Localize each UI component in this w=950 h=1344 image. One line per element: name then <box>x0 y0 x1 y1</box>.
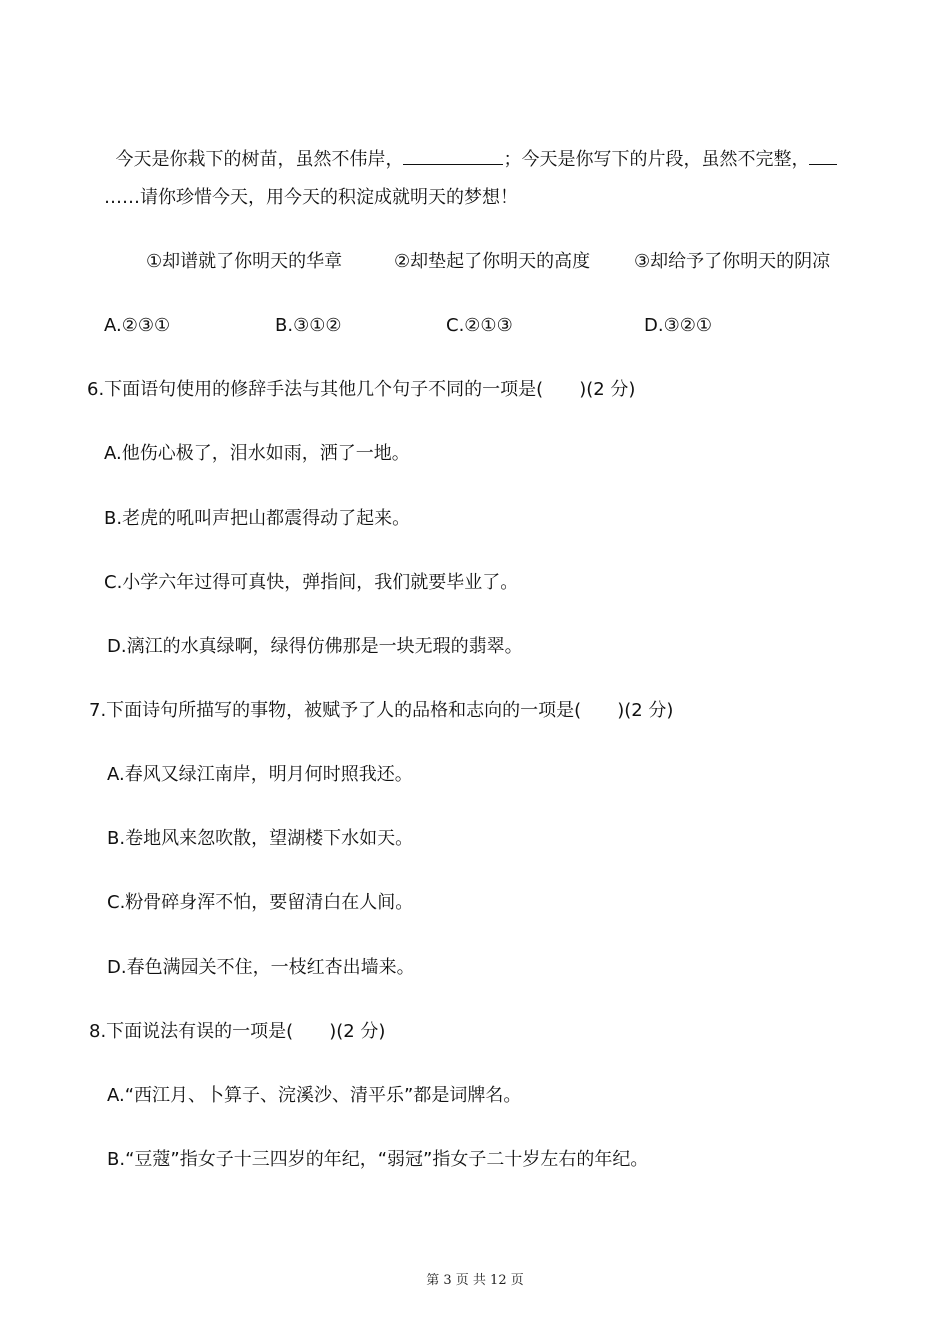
q6-option-d: D.漓江的水真绿啊，绿得仿佛那是一块无瑕的翡翠。 <box>107 636 523 657</box>
q7-option-c: C.粉骨碎身浑不怕，要留清白在人间。 <box>107 892 414 913</box>
q5-stem-line2: ……请你珍惜今天，用今天的积淀成就明天的梦想！ <box>104 187 518 208</box>
q5-blank-1 <box>403 146 503 165</box>
q5-option-b: B.③①② <box>275 315 342 336</box>
q7-option-a: A.春风又绿江南岸，明月何时照我还。 <box>107 764 413 785</box>
q5-candidate-1: ①却谱就了你明天的华章 <box>146 251 343 272</box>
q5-option-c: C.②①③ <box>446 315 513 336</box>
q6-stem: 6.下面语句使用的修辞手法与其他几个句子不同的一项是( )(2 分) <box>87 379 636 400</box>
q7-option-d: D.春色满园关不住，一枝红杏出墙来。 <box>107 957 415 978</box>
q5-stem-line1 <box>104 122 837 172</box>
q5-candidate-3: ③却给予了你明天的阴凉 <box>634 251 831 272</box>
page-footer: 第 3 页 共 12 页 <box>426 1273 524 1288</box>
q8-stem: 8.下面说法有误的一项是( )(2 分) <box>89 1021 386 1042</box>
q6-option-c: C.小学六年过得可真快，弹指间，我们就要毕业了。 <box>104 572 519 593</box>
q5-candidate-2: ②却垫起了你明天的高度 <box>394 251 591 272</box>
q5-option-d: D.③②① <box>644 315 712 336</box>
q6-option-a: A.他伤心极了，泪水如雨，洒了一地。 <box>104 443 410 464</box>
q7-stem: 7.下面诗句所描写的事物，被赋予了人的品格和志向的一项是( )(2 分) <box>89 700 674 721</box>
q7-option-b: B.卷地风来忽吹散，望湖楼下水如天。 <box>107 828 414 849</box>
q5-stem-part2: ；今天是你写下的片段，虽然不完整， <box>503 149 810 170</box>
q6-option-b: B.老虎的吼叫声把山都震得动了起来。 <box>104 508 411 529</box>
q5-blank-2 <box>809 146 837 165</box>
q5-option-a: A.②③① <box>104 315 171 336</box>
q8-option-b: B.“豆蔻”指女子十三四岁的年纪，“弱冠”指女子二十岁左右的年纪。 <box>107 1149 649 1170</box>
q8-option-a: A.“西江月、卜算子、浣溪沙、清平乐”都是词牌名。 <box>107 1085 522 1106</box>
q5-stem-part1: 今天是你栽下的树苗，虽然不伟岸， <box>115 149 404 170</box>
